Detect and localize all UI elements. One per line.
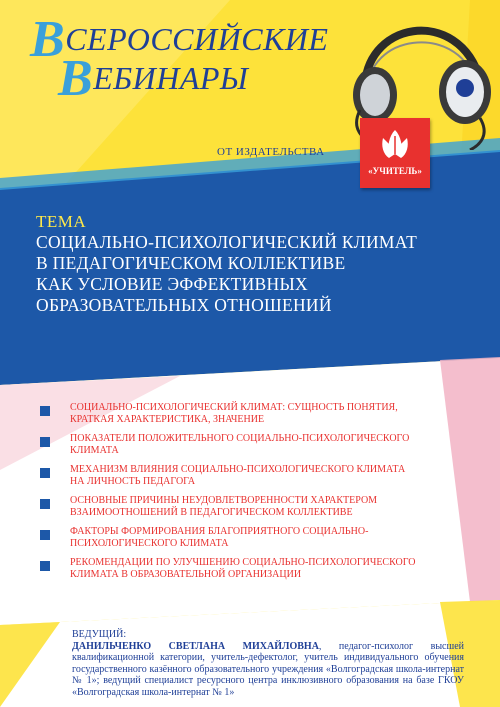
list-item [36, 557, 466, 588]
topic-block [36, 212, 476, 316]
list-item [36, 495, 466, 526]
list-item-line: НА ЛИЧНОСТЬ ПЕДАГОГА [70, 475, 196, 487]
list-item-line: ПСИХОЛОГИЧЕСКОГО КЛИМАТА [70, 537, 229, 549]
book-emblem-icon [379, 128, 411, 162]
webinar-title [30, 11, 329, 107]
list-item [36, 526, 466, 557]
publisher-logo [360, 118, 430, 188]
list-item-line: ОСНОВНЫЕ ПРИЧИНЫ НЕУДОВЛЕТВОРЕННОСТИ ХАРАКТЕРОМ [70, 495, 378, 506]
list-item-line: КЛИМАТА В ОБРАЗОВАТЕЛЬНОЙ ОРГАНИЗАЦИИ [70, 568, 302, 580]
topic-title [36, 232, 476, 316]
topic-line: ОБРАЗОВАТЕЛЬНЫХ ОТНОШЕНИЙ [36, 295, 332, 315]
square-bullet-icon [40, 468, 50, 478]
topic-line: СОЦИАЛЬНО-ПСИХОЛОГИЧЕСКИЙ КЛИМАТ [36, 232, 418, 252]
program-list [36, 402, 466, 588]
title-word-1: СЕРОССИЙСКИЕ [65, 21, 329, 57]
list-item [36, 464, 466, 495]
square-bullet-icon [40, 406, 50, 416]
topic-label: ТЕМА [36, 212, 87, 231]
topic-line: В ПЕДАГОГИЧЕСКОМ КОЛЛЕКТИВЕ [36, 253, 346, 273]
logo-text: «УЧИТЕЛЬ» [368, 166, 422, 176]
square-bullet-icon [40, 530, 50, 540]
list-item [36, 433, 466, 464]
list-item [36, 402, 466, 433]
title-initial-1: В [30, 11, 66, 68]
title-word-2: ЕБИНАРЫ [93, 60, 249, 96]
list-item-line: ФАКТОРЫ ФОРМИРОВАНИЯ БЛАГОПРИЯТНОГО СОЦИАЛЬНО- [70, 526, 369, 537]
host-label: ВЕДУЩИЙ: [72, 629, 127, 640]
list-item-line: ВЗАИМООТНОШЕНИЙ В ПЕДАГОГИЧЕСКОМ КОЛЛЕКТИВЕ [70, 506, 353, 518]
list-item-line: КРАТКАЯ ХАРАКТЕРИСТИКА, ЗНАЧЕНИЕ [70, 413, 265, 425]
square-bullet-icon [40, 437, 50, 447]
host-description [72, 641, 464, 699]
title-initial-2: В [58, 50, 94, 107]
publisher-label: ОТ ИЗДАТЕЛЬСТВА [217, 146, 325, 158]
list-item-line: РЕКОМЕНДАЦИИ ПО УЛУЧШЕНИЮ СОЦИАЛЬНО-ПСИХОЛОГИЧЕСКОГО [70, 557, 416, 568]
square-bullet-icon [40, 561, 50, 571]
list-item-line: КЛИМАТА [70, 444, 119, 456]
host-name: ДАНИЛЬЧЕНКО СВЕТЛАНА МИХАЙЛОВНА [72, 640, 319, 652]
topic-line: КАК УСЛОВИЕ ЭФФЕКТИВНЫХ [36, 274, 308, 294]
host-details: , педагог-психолог высшей квалификационной категории, учитель-дефектолог, учитель индивидуального обучения государственного казённого образовательного учреждения «Волгоградская школа-интернат № 1»; ведущий специалист ресурсного центра инклюзивного образования на базе ГКОУ «Волгоградская школа-интернат № 1» [72, 640, 464, 698]
square-bullet-icon [40, 499, 50, 509]
host-block [72, 629, 464, 698]
list-item-line: СОЦИАЛЬНО-ПСИХОЛОГИЧЕСКИЙ КЛИМАТ: СУЩНОСТЬ ПОНЯТИЯ, [70, 402, 398, 413]
header [0, 0, 500, 190]
list-item-line: ПОКАЗАТЕЛИ ПОЛОЖИТЕЛЬНОГО СОЦИАЛЬНО-ПСИХОЛОГИЧЕСКОГО [70, 433, 410, 444]
list-item-line: МЕХАНИЗМ ВЛИЯНИЯ СОЦИАЛЬНО-ПСИХОЛОГИЧЕСКОГО КЛИМАТА [70, 464, 406, 475]
